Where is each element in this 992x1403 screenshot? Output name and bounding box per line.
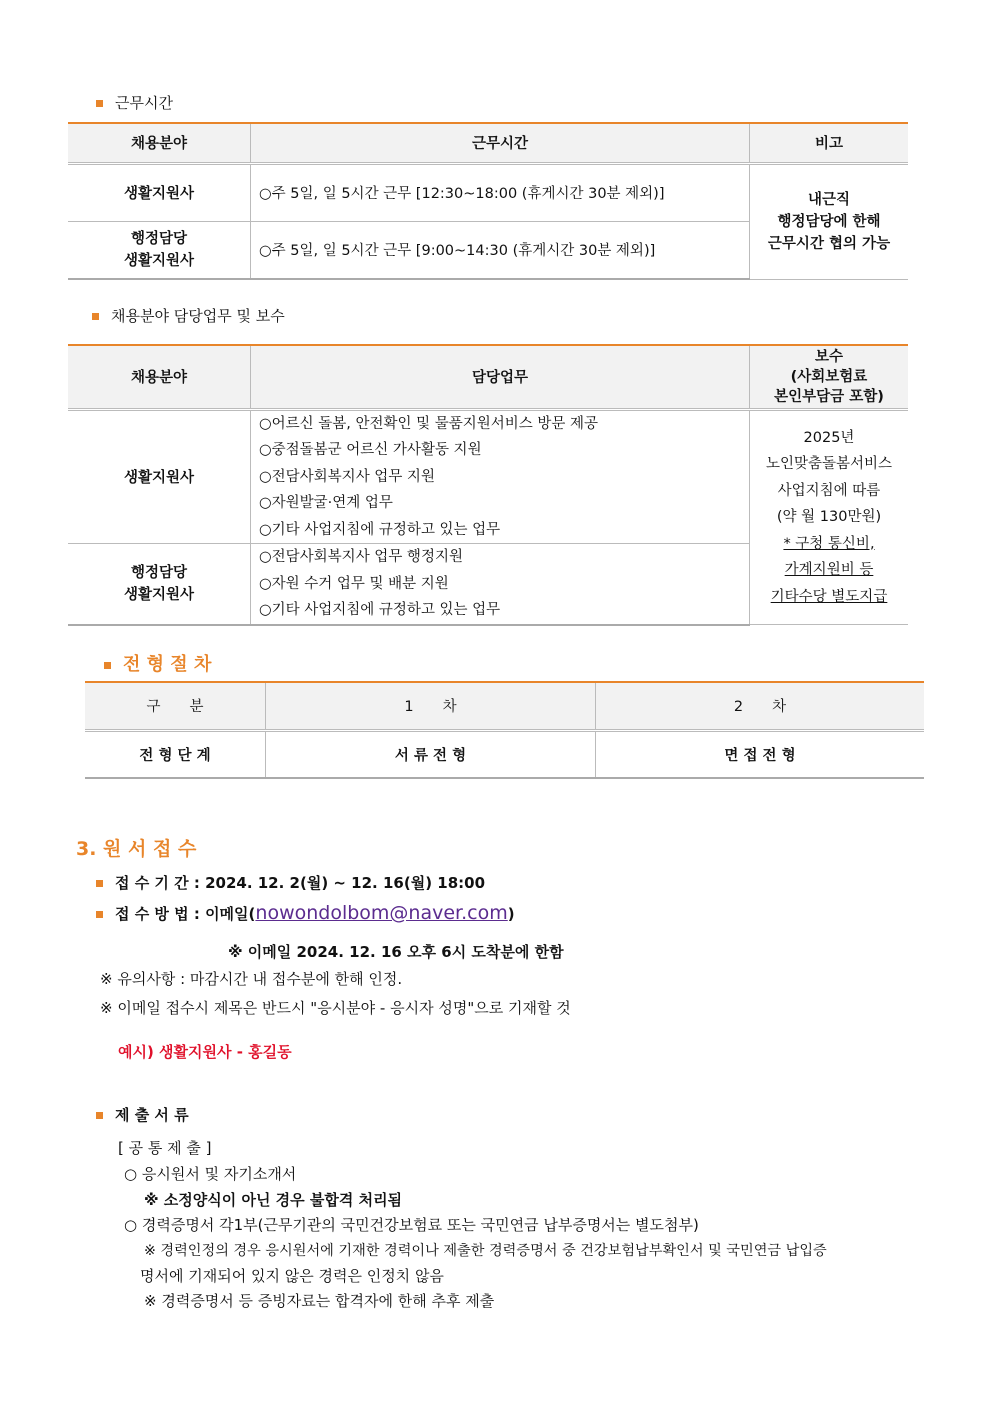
- field-cell: 행정담당 생활지원사: [68, 544, 251, 625]
- doc-item-application: ○ 응시원서 및 자기소개서: [124, 1165, 297, 1183]
- square-bullet-icon: [96, 1112, 103, 1119]
- table-row: [68, 163, 908, 221]
- work-hours-heading: 근무시간: [96, 92, 173, 113]
- application-period: 접 수 기 간 : 2024. 12. 2(월) ~ 12. 16(월) 18:00: [96, 872, 485, 893]
- application-method: 접 수 방 법 : 이메일(nowondolbom@naver.com): [96, 902, 515, 924]
- list-item: ○기타 사업지침에 규정하고 있는 업무: [259, 602, 501, 618]
- list-item: ○자원발굴·연계 업무: [259, 495, 393, 511]
- col-header-field: 채용분야: [68, 123, 251, 163]
- process-heading: 전 형 절 차: [104, 650, 211, 676]
- table-row: [85, 730, 924, 778]
- col-header-duty: 담당업무: [251, 345, 750, 409]
- subject-example: 예시) 생활지원사 - 홍길동: [118, 1043, 292, 1061]
- list-item: ○전담사회복지사 업무 지원: [259, 468, 435, 485]
- doc-item-application-note: ※ 소정양식이 아닌 경우 불합격 처리됨: [144, 1191, 403, 1209]
- duty-list: [251, 544, 750, 625]
- stage1-cell: 서 류 전 형: [266, 730, 596, 778]
- square-bullet-icon: [96, 911, 103, 918]
- process-table: [85, 681, 924, 779]
- application-heading: 3. 원 서 접 수: [76, 838, 197, 860]
- square-bullet-icon: [96, 880, 103, 887]
- hours-cell: ○주 5일, 일 5시간 근무 [9:00~14:30 (휴게시간 30분 제외)]: [251, 221, 750, 279]
- field-cell: 생활지원사: [68, 163, 251, 221]
- doc-item-proof-note: ※ 경력증명서 등 증빙자료는 합격자에 한해 추후 제출: [144, 1292, 495, 1310]
- col-header-hours: 근무시간: [251, 123, 750, 163]
- col-header-stage2: 2 차: [596, 682, 925, 730]
- col-header-note: 비고: [750, 123, 909, 163]
- hours-cell: ○주 5일, 일 5시간 근무 [12:30~18:00 (휴게시간 30분 제외)]: [251, 163, 750, 221]
- field-cell: 생활지원사: [68, 409, 251, 544]
- email-link[interactable]: nowondolbom@naver.com: [255, 902, 508, 924]
- stage2-cell: 면 접 전 형: [596, 730, 925, 778]
- work-hours-table: [68, 122, 908, 280]
- field-cell: 행정담당 생활지원사: [68, 221, 251, 279]
- list-item: ○기타 사업지침에 규정하고 있는 업무: [259, 521, 501, 538]
- list-item: ○전담사회복지사 업무 행정지원: [259, 549, 463, 565]
- caution-note: ※ 유의사항 : 마감시간 내 접수분에 한해 인정.: [100, 970, 403, 988]
- subject-note: ※ 이메일 접수시 제목은 반드시 "응시분야 - 응시자 성명"으로 기재할 것: [100, 999, 571, 1017]
- table-row: [68, 409, 908, 544]
- stage-label-cell: 전 형 단 계: [85, 730, 266, 778]
- duties-table: [68, 344, 908, 626]
- common-docs-label: [ 공 통 제 출 ]: [118, 1139, 212, 1157]
- list-item: ○어르신 돌봄, 안전확인 및 물품지원서비스 방문 제공: [259, 415, 599, 432]
- duty-list: [251, 409, 750, 544]
- square-bullet-icon: [92, 313, 99, 320]
- list-item: ○중점돌봄군 어르신 가사활동 지원: [259, 442, 482, 458]
- square-bullet-icon: [104, 662, 111, 669]
- doc-item-career: ○ 경력증명서 각1부(근무기관의 국민건강보험료 또는 국민연금 납부증명서는 별도첨부): [124, 1216, 699, 1234]
- documents-heading: 제 출 서 류: [96, 1104, 189, 1125]
- col-header-stage1: 1 차: [266, 682, 596, 730]
- duties-heading: 채용분야 담당업무 및 보수: [92, 305, 285, 326]
- col-header-pay: 보수 (사회보험료 본인부담금 포함): [750, 345, 909, 409]
- doc-item-career-note-line2: 명서에 기재되어 있지 않은 경력은 인정치 않음: [140, 1267, 444, 1285]
- note-cell: 내근직 행정담당에 한해 근무시간 협의 가능: [750, 163, 909, 279]
- pay-cell: 2025년 노인맞춤돌봄서비스 사업지침에 따름 (약 월 130만원) * 구청 통신비, 가계지원비 등 기타수당 별도지급: [750, 409, 909, 625]
- square-bullet-icon: [96, 100, 103, 107]
- list-item: ○자원 수거 업무 및 배분 지원: [259, 575, 449, 592]
- col-header-category: 구 분: [85, 682, 266, 730]
- doc-item-career-note-line1: ※ 경력인정의 경우 응시원서에 기재한 경력이나 제출한 경력증명서 중 건강보험납부확인서 및 국민연금 납입증: [144, 1243, 827, 1259]
- email-deadline-note: ※ 이메일 2024. 12. 16 오후 6시 도착분에 한함: [228, 943, 564, 961]
- col-header-field: 채용분야: [68, 345, 251, 409]
